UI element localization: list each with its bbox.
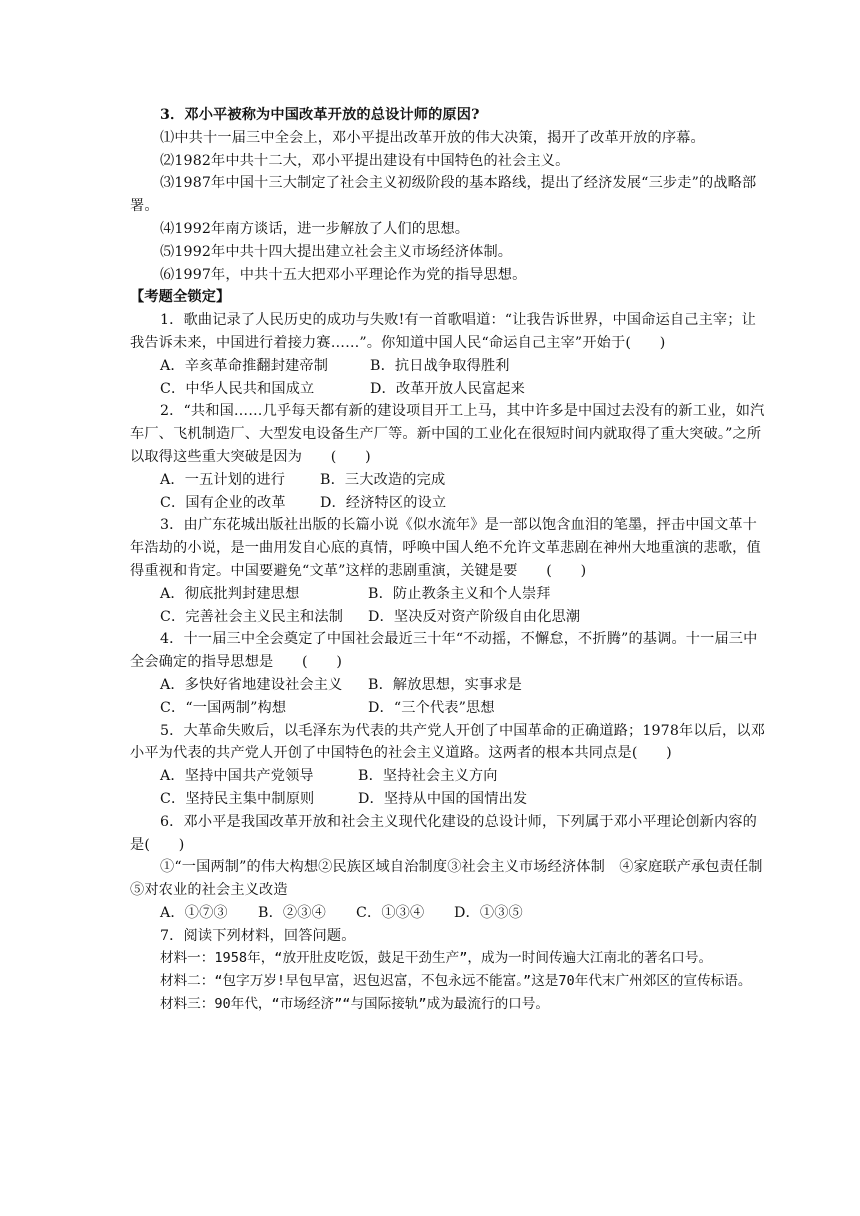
option-d: D．坚决反对资产阶级自由化思潮 (368, 608, 581, 625)
option-c: C．完善社会主义民主和法制 (160, 608, 344, 625)
material-3: 材料三：90年代，“市场经济”“与国际接轨”成为最流行的口号。 (160, 996, 549, 1013)
section-3-item: ⑶1987年中国十三大制定了社会主义初级阶段的基本路线，提出了经济发展“三步走”的战略部署。 (130, 175, 757, 215)
question-1-stem: 1．歌曲记录了人民历史的成功与失败!有一首歌唱道：“让我告诉世界，中国命运自己主宰；让我告诉未来，中国进行着接力赛……”。你知道中国人民“命运自己主宰”开始于( ) (130, 312, 756, 351)
exam-heading: 【考题全锁定】 (130, 289, 231, 306)
question-5-stem: 5．大革命失败后，以毛泽东为代表的共产党人开创了中国革命的正确道路；1978年以后，以邓小平为代表的共产党人开创了中国特色的社会主义道路。这两者的根本共同点是( ) (130, 722, 766, 762)
question-2-options-row-2 (130, 492, 768, 515)
question-3-stem: 3．由广东花城出版社出版的长篇小说《似水流年》是一部以饱含血泪的笔墨，抨击中国文革十年浩劫的小说，是一曲用发自心底的真情，呼唤中国人绝不允许文革悲剧在神州大地重演的悲歌，值得重视和肯定。中国要避免“文革”这样的悲剧重演，关键是要 ( ) (130, 517, 761, 579)
question-6-options (130, 902, 768, 925)
option-b: B．坚持社会主义方向 (358, 768, 498, 785)
question-5-options-row-1 (130, 765, 768, 788)
option-d: D．“三个代表”思想 (368, 699, 495, 716)
option-d: D．经济特区的设立 (320, 494, 447, 511)
question-2-options-row-1 (130, 469, 768, 492)
question-3-options-row-2 (130, 606, 768, 629)
section-3-item: ⑷1992年南方谈话，进一步解放了人们的思想。 (160, 220, 470, 237)
option-b: B．三大改造的完成 (320, 471, 446, 488)
option-a: A．辛亥革命推翻封建帝制 (160, 357, 329, 374)
question-4-options-row-2 (130, 697, 768, 720)
question-1-options-row-1 (130, 355, 768, 378)
option-c: C．“一国两制”构想 (160, 699, 287, 716)
question-6-statements: ①“一国两制”的伟大构想②民族区域自治制度③社会主义市场经济体制 ④家庭联产承包责任制⑤对农业的社会主义改造 (130, 859, 763, 899)
question-6-stem: 6．邓小平是我国改革开放和社会主义现代化建设的总设计师，下列属于邓小平理论创新内容的是( ) (130, 813, 758, 853)
section-3-item: ⑵1982年中共十二大，邓小平提出建设有中国特色的社会主义。 (160, 152, 570, 169)
question-5-options-row-2 (130, 788, 768, 811)
option-c: C．①③④ (356, 904, 425, 921)
option-a: A．坚持中国共产党领导 (160, 768, 314, 785)
question-4-options-row-1 (130, 674, 768, 697)
section-3-item: ⑸1992年中共十四大提出建立社会主义市场经济体制。 (160, 243, 513, 260)
option-b: B．抗日战争取得胜利 (370, 357, 510, 374)
option-a: A．多快好省地建设社会主义 (160, 676, 343, 693)
section-3-item: ⑴中共十一届三中全会上，邓小平提出改革开放的伟大决策，揭开了改革开放的序幕。 (160, 129, 705, 146)
option-a: A．一五计划的进行 (160, 471, 286, 488)
option-c: C．中华人民共和国成立 (160, 380, 315, 397)
question-3-options-row-1 (130, 583, 768, 606)
question-4-stem: 4．十一届三中全会奠定了中国社会最近三十年“不动摇，不懈怠，不折腾”的基调。十一届三中全会确定的指导思想是 ( ) (130, 631, 758, 671)
question-2-stem: 2．“共和国……几乎每天都有新的建设项目开工上马，其中许多是中国过去没有的新工业，如汽车厂、飞机制造厂、大型发电设备生产厂等。新中国的工业化在很短时间内就取得了重大突破。”之所以取得这些重大突破是因为 ( ) (130, 403, 765, 465)
option-b: B．解放思想，实事求是 (368, 676, 522, 693)
material-2: 材料二：“包字万岁!早包早富，迟包迟富，不包永远不能富。”这是70年代末广州郊区的宣传标语。 (160, 973, 752, 990)
option-a: A．彻底批判封建思想 (160, 585, 300, 602)
section-3-title: 3．邓小平被称为中国改革开放的总设计师的原因? (160, 107, 480, 123)
material-1: 材料一：1958年，“放开肚皮吃饭，鼓足干劲生产”，成为一时间传遍大江南北的著名口号。 (160, 950, 713, 967)
option-a: A．①⑦③ (160, 904, 228, 921)
option-c: C．国有企业的改革 (160, 494, 286, 511)
option-d: D．坚持从中国的国情出发 (358, 790, 528, 807)
option-d: D．改革开放人民富起来 (370, 380, 525, 397)
question-7-stem: 7．阅读下列材料，回答问题。 (160, 927, 356, 944)
question-1-options-row-2 (130, 378, 768, 401)
option-d: D．①③⑤ (454, 904, 523, 921)
option-b: B．防止教条主义和个人崇拜 (368, 585, 551, 602)
option-c: C．坚持民主集中制原则 (160, 790, 315, 807)
option-b: B．②③④ (258, 904, 326, 921)
section-3-item: ⑹1997年，中共十五大把邓小平理论作为党的指导思想。 (160, 266, 527, 283)
